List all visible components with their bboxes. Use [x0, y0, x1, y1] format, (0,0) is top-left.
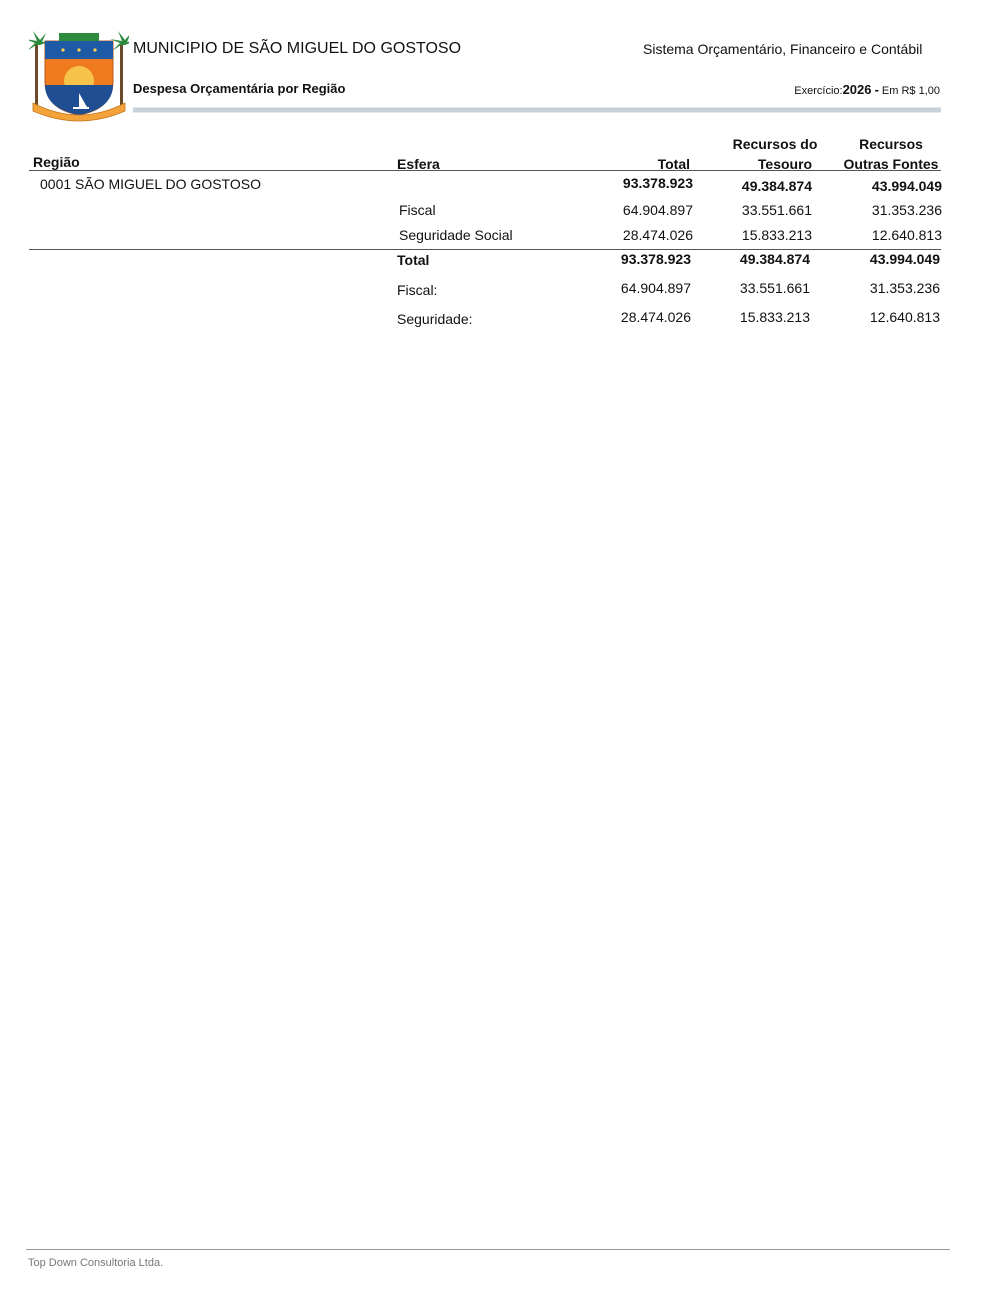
table-row-seguridade-esfera: Seguridade Social [399, 227, 513, 243]
currency-separator: - [874, 82, 879, 97]
exercise-label: Exercício: [794, 85, 843, 97]
summary-seguridade-label: Seguridade: [397, 311, 473, 327]
column-header-recursos-outras [838, 134, 944, 174]
summary-seguridade-tesouro: 15.833.213 [739, 309, 810, 325]
table-row-fiscal-total: 64.904.897 [622, 202, 693, 218]
column-header-tesouro-line2: Tesouro [757, 156, 813, 172]
system-name: Sistema Orçamentário, Financeiro e Contábil [643, 41, 923, 57]
column-header-esfera: Esfera [397, 156, 440, 172]
table-row-fiscal-tesouro: 33.551.661 [741, 202, 812, 218]
summary-fiscal-label: Fiscal: [397, 282, 438, 298]
summary-fiscal-total: 64.904.897 [620, 280, 691, 296]
footer-divider [26, 1249, 950, 1250]
table-row-seguridade-tesouro: 15.833.213 [741, 227, 812, 243]
column-header-recursos-tesouro [722, 134, 828, 174]
header-divider-bar [133, 107, 941, 113]
totals-outras: 43.994.049 [869, 251, 940, 267]
region-outras: 43.994.049 [871, 178, 942, 194]
table-row-fiscal-esfera: Fiscal [399, 202, 436, 218]
column-header-total: Total [657, 156, 690, 172]
exercise-year: 2026 [842, 82, 872, 97]
municipal-coat-of-arms-logo [29, 31, 129, 123]
summary-fiscal-tesouro: 33.551.661 [739, 280, 810, 296]
region-total: 93.378.923 [622, 175, 693, 191]
totals-total: 93.378.923 [620, 251, 691, 267]
column-header-regiao: Região [33, 154, 80, 170]
table-row-fiscal-outras: 31.353.236 [871, 202, 942, 218]
summary-seguridade-total: 28.474.026 [620, 309, 691, 325]
table-row-seguridade-outras: 12.640.813 [871, 227, 942, 243]
municipality-name: MUNICIPIO DE SÃO MIGUEL DO GOSTOSO [133, 40, 462, 57]
currency-label: Em R$ 1,00 [881, 85, 940, 97]
header-underline [29, 170, 941, 171]
totals-divider [29, 249, 941, 250]
region-name: 0001 SÃO MIGUEL DO GOSTOSO [40, 176, 261, 192]
totals-label: Total [397, 252, 430, 268]
column-header-outras-line1: Recursos [859, 136, 923, 152]
exercise-info [794, 82, 940, 97]
region-tesouro: 49.384.874 [741, 178, 812, 194]
table-row-seguridade-total: 28.474.026 [622, 227, 693, 243]
summary-seguridade-outras: 12.640.813 [869, 309, 940, 325]
report-title: Despesa Orçamentária por Região [133, 81, 346, 96]
column-header-tesouro-line1: Recursos do [732, 136, 818, 152]
totals-tesouro: 49.384.874 [739, 251, 810, 267]
column-header-outras-line2: Outras Fontes [843, 156, 939, 172]
summary-fiscal-outras: 31.353.236 [869, 280, 940, 296]
footer-company: Top Down Consultoria Ltda. [28, 1257, 164, 1269]
